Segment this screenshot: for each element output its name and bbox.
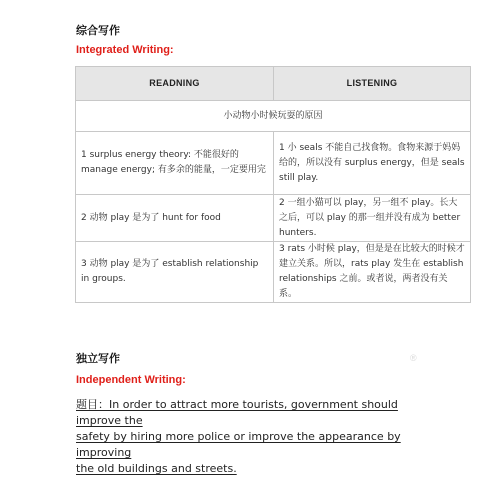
table-header-row xyxy=(76,67,471,101)
topic-row xyxy=(76,101,471,132)
reading-cell: 3 动物 play 是为了 establish relationship in groups. xyxy=(76,242,274,303)
listening-cell: 3 rats 小时候 play，但是是在比较大的时候才建立关系。所以，rats play 发生在 establish relationships 之前。或者说，两者没有关系。 xyxy=(274,242,471,303)
table-row xyxy=(76,132,471,195)
prompt-line xyxy=(76,429,436,461)
integrated-heading-cn: 综合写作 xyxy=(76,24,120,37)
independent-prompt xyxy=(76,397,436,477)
prompt-line xyxy=(76,461,436,477)
integrated-heading-en: Integrated Writing: xyxy=(76,44,174,56)
column-header-reading: READNING xyxy=(76,67,274,101)
topic-cell: 小动物小时候玩耍的原因 xyxy=(76,101,471,132)
independent-heading-en: Independent Writing: xyxy=(76,374,186,386)
prompt-line xyxy=(76,397,436,429)
comparison-table xyxy=(75,66,471,303)
listening-cell: 1 小 seals 不能自己找食物。食物来源于妈妈给的，所以没有 surplus energy，但是 seals still play. xyxy=(274,132,471,195)
independent-heading-cn: 独立写作 xyxy=(76,352,120,365)
reading-cell: 1 surplus energy theory: 不能很好的 manage energy; 有多余的能量，一定要用完 xyxy=(76,132,274,195)
prompt-line-text: 题目：In order to attract more tourists, government should improve the xyxy=(76,398,398,427)
reading-cell: 2 动物 play 是为了 hunt for food xyxy=(76,195,274,242)
table-row xyxy=(76,195,471,242)
listening-cell: 2 一组小猫可以 play，另一组不 play。长大之后，可以 play 的那一组并没有成为 better hunters. xyxy=(274,195,471,242)
prompt-line-text: safety by hiring more police or improve the appearance by improving xyxy=(76,430,401,459)
registered-mark: ® xyxy=(410,353,417,363)
column-header-listening: LISTENING xyxy=(274,67,471,101)
prompt-line-text: the old buildings and streets. xyxy=(76,462,237,475)
table-row xyxy=(76,242,471,303)
